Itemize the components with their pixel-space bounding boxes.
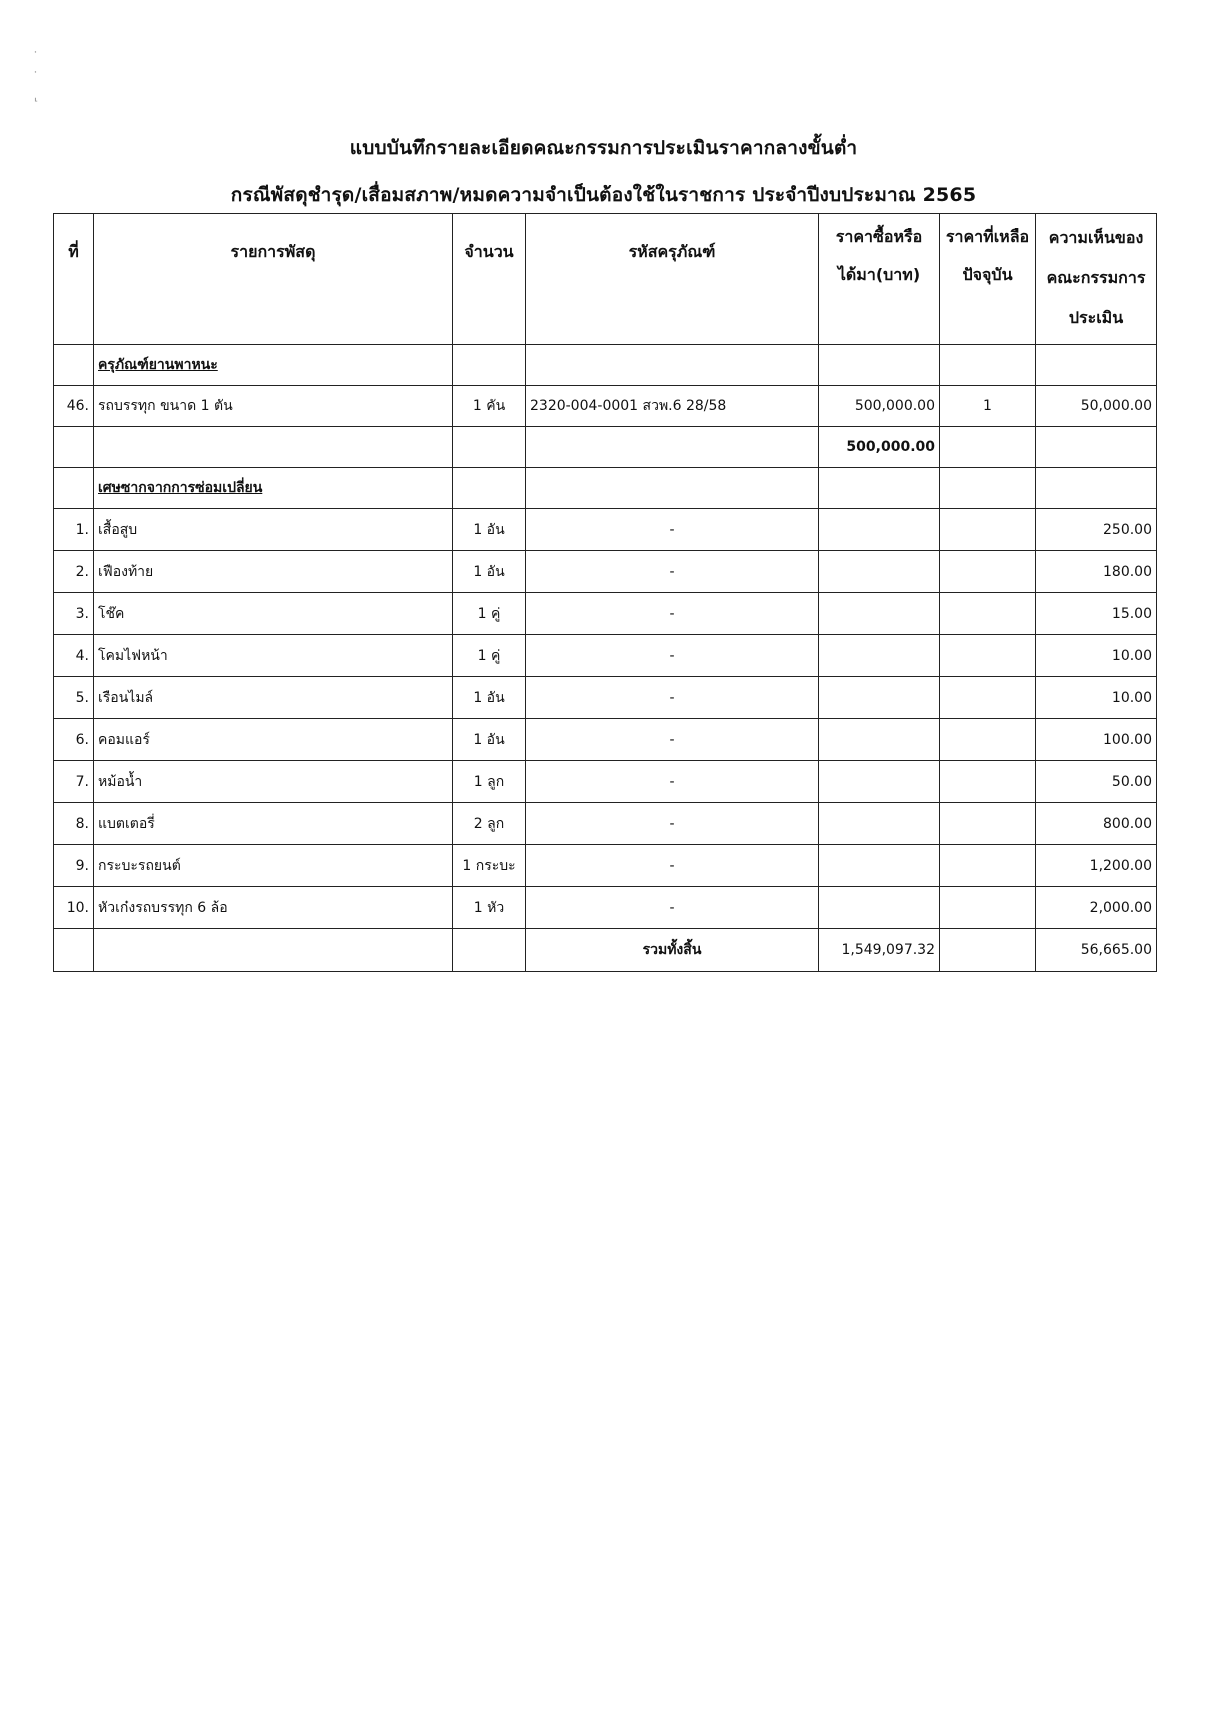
row-qty: 1 อัน <box>453 677 526 719</box>
total-row <box>54 929 1157 972</box>
header-remaining-value: ราคาที่เหลือ ปัจจุบัน <box>940 214 1036 345</box>
row-code: - <box>526 887 819 929</box>
row-remaining <box>940 635 1036 677</box>
row-item: โคมไฟหน้า <box>94 635 453 677</box>
table-row <box>54 509 1157 551</box>
row-price: 500,000.00 <box>819 386 940 427</box>
row-item: เสื้อสูบ <box>94 509 453 551</box>
row-opinion: 800.00 <box>1036 803 1157 845</box>
row-price <box>819 593 940 635</box>
row-opinion: 10.00 <box>1036 635 1157 677</box>
row-price <box>819 719 940 761</box>
document-title: แบบบันทึกรายละเอียดคณะกรรมการประเมินราคากลางขั้นต่ำ <box>349 137 858 159</box>
row-qty: 1 อัน <box>453 551 526 593</box>
row-item: เฟืองท้าย <box>94 551 453 593</box>
table-row <box>54 677 1157 719</box>
header-price: ราคาซื้อหรือ ได้มา(บาท) <box>819 214 940 345</box>
row-code: - <box>526 551 819 593</box>
row-opinion: 180.00 <box>1036 551 1157 593</box>
row-no: 10. <box>54 887 94 929</box>
row-code: 2320-004-0001 สวพ.6 28/58 <box>526 386 819 427</box>
category-vehicle: ครุภัณฑ์ยานพาหนะ <box>98 357 218 373</box>
row-opinion: 50,000.00 <box>1036 386 1157 427</box>
row-qty: 1 คู่ <box>453 593 526 635</box>
table-row <box>54 761 1157 803</box>
category-scrap: เศษซากจากการซ่อมเปลี่ยน <box>98 480 263 496</box>
row-price <box>819 803 940 845</box>
row-remaining <box>940 887 1036 929</box>
row-qty: 1 ลูก <box>453 761 526 803</box>
row-remaining <box>940 509 1036 551</box>
row-no: 46. <box>54 386 94 427</box>
header-item: รายการพัสดุ <box>94 214 453 345</box>
row-remaining <box>940 593 1036 635</box>
total-opinion: 56,665.00 <box>1036 929 1157 972</box>
row-no: 5. <box>54 677 94 719</box>
total-label: รวมทั้งสิ้น <box>526 929 819 972</box>
assessment-table <box>53 213 1157 972</box>
category-row <box>54 468 1157 509</box>
subtotal-row <box>54 427 1157 468</box>
header-qty: จำนวน <box>453 214 526 345</box>
row-no: 2. <box>54 551 94 593</box>
row-code: - <box>526 803 819 845</box>
row-price <box>819 677 940 719</box>
row-no: 8. <box>54 803 94 845</box>
table-row <box>54 386 1157 427</box>
subtotal-price: 500,000.00 <box>819 427 940 468</box>
row-qty: 1 อัน <box>453 509 526 551</box>
table-row <box>54 719 1157 761</box>
total-price: 1,549,097.32 <box>819 929 940 972</box>
row-code: - <box>526 845 819 887</box>
row-qty: 1 อัน <box>453 719 526 761</box>
category-row <box>54 345 1157 386</box>
row-item: คอมแอร์ <box>94 719 453 761</box>
row-price <box>819 635 940 677</box>
row-no: 6. <box>54 719 94 761</box>
row-remaining <box>940 803 1036 845</box>
header-committee-opinion: ความเห็นของ คณะกรรมการ ประเมิน <box>1036 214 1157 345</box>
row-opinion: 15.00 <box>1036 593 1157 635</box>
row-item: กระบะรถยนต์ <box>94 845 453 887</box>
row-price <box>819 761 940 803</box>
row-code: - <box>526 677 819 719</box>
table-row <box>54 803 1157 845</box>
row-remaining <box>940 551 1036 593</box>
row-item: หม้อน้ำ <box>94 761 453 803</box>
row-opinion: 2,000.00 <box>1036 887 1157 929</box>
table-row <box>54 593 1157 635</box>
row-remaining <box>940 845 1036 887</box>
margin-mark: ⸤ <box>34 90 39 103</box>
row-qty: 1 หัว <box>453 887 526 929</box>
row-qty: 1 กระบะ <box>453 845 526 887</box>
row-item: โช๊ค <box>94 593 453 635</box>
row-opinion: 1,200.00 <box>1036 845 1157 887</box>
document-subtitle: กรณีพัสดุชำรุด/เสื่อมสภาพ/หมดความจำเป็นต้องใช้ในราชการ ประจำปีงบประมาณ 2565 <box>230 184 977 206</box>
row-remaining <box>940 719 1036 761</box>
margin-mark: ⸱ <box>34 46 37 59</box>
row-remaining <box>940 677 1036 719</box>
row-qty: 2 ลูก <box>453 803 526 845</box>
row-qty: 1 คัน <box>453 386 526 427</box>
header-code: รหัสครุภัณฑ์ <box>526 214 819 345</box>
row-remaining: 1 <box>940 386 1036 427</box>
table-row <box>54 635 1157 677</box>
row-code: - <box>526 593 819 635</box>
row-code: - <box>526 761 819 803</box>
row-item: แบตเตอรี่ <box>94 803 453 845</box>
row-price <box>819 887 940 929</box>
row-no: 4. <box>54 635 94 677</box>
header-no: ที่ <box>54 214 94 345</box>
row-price <box>819 551 940 593</box>
row-qty: 1 คู่ <box>453 635 526 677</box>
row-code: - <box>526 509 819 551</box>
row-item: หัวเก๋งรถบรรทุก 6 ล้อ <box>94 887 453 929</box>
margin-mark: ⸱ <box>34 66 37 79</box>
table-row <box>54 887 1157 929</box>
header-row <box>54 214 1157 345</box>
row-no: 3. <box>54 593 94 635</box>
row-opinion: 50.00 <box>1036 761 1157 803</box>
row-no: 7. <box>54 761 94 803</box>
row-item: เรือนไมล์ <box>94 677 453 719</box>
row-opinion: 250.00 <box>1036 509 1157 551</box>
row-code: - <box>526 719 819 761</box>
row-price <box>819 509 940 551</box>
row-remaining <box>940 761 1036 803</box>
row-no: 1. <box>54 509 94 551</box>
row-item: รถบรรทุก ขนาด 1 ตัน <box>94 386 453 427</box>
table-row <box>54 845 1157 887</box>
row-opinion: 100.00 <box>1036 719 1157 761</box>
table-row <box>54 551 1157 593</box>
row-no: 9. <box>54 845 94 887</box>
row-opinion: 10.00 <box>1036 677 1157 719</box>
row-price <box>819 845 940 887</box>
row-code: - <box>526 635 819 677</box>
